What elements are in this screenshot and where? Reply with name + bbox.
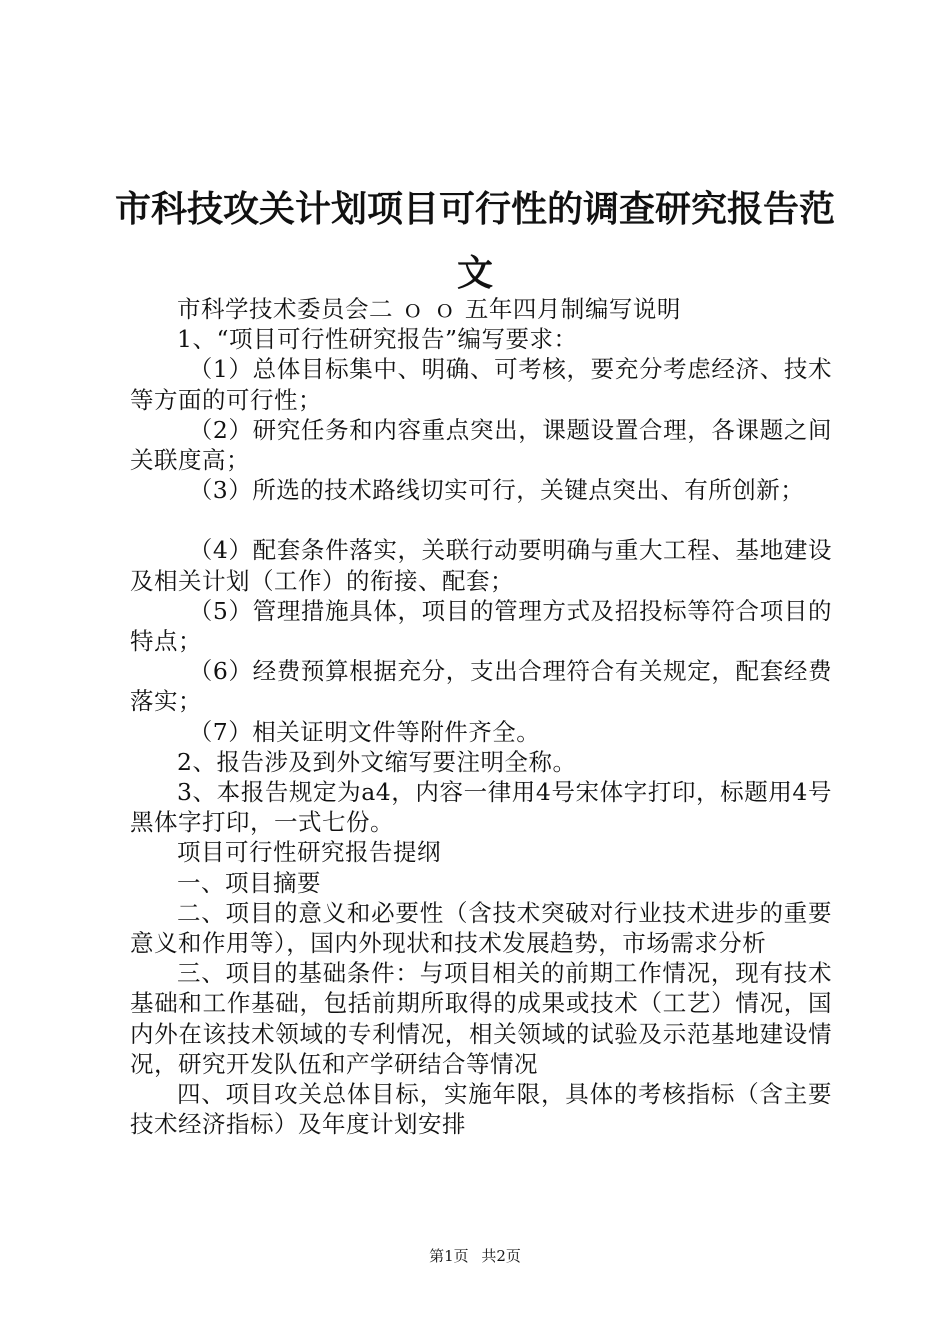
- paragraph-preamble: 市科学技术委员会二 ｏ ｏ 五年四月制编写说明: [177, 295, 681, 323]
- paragraph-outline-3: 三、项目的基础条件：与项目相关的前期工作情况，现有技术基础和工作基础，包括前期所取得的成果或技术（工艺）情况，国内外在该技术领域的专利情况，相关领域的试验及示范基地建设情况，研究开发队伍和产学研结合等情况: [130, 959, 832, 1078]
- document-title: 市科技攻关计划项目可行性的调查研究报告范文: [114, 189, 835, 294]
- paragraph-outline-2: 二、项目的意义和必要性（含技术突破对行业技术进步的重要意义和作用等），国内外现状和技术发展趋势，市场需求分析: [130, 898, 832, 958]
- paragraph-requirement-6: （6）经费预算根据充分，支出合理符合有关规定，配套经费落实；: [130, 657, 832, 716]
- paragraph-format: 3、本报告规定为a4，内容一律用4号宋体字打印，标题用4号黑体字打印，一式七份。: [130, 778, 832, 837]
- paragraph-requirement-1: （1）总体目标集中、明确、可考核，要充分考虑经济、技术等方面的可行性；: [130, 355, 832, 414]
- paragraph-requirement-7: （7）相关证明文件等附件齐全。: [188, 717, 541, 746]
- paragraph-requirements-heading: 1、“项目可行性研究报告”编写要求：: [177, 325, 578, 354]
- paragraph-requirement-2: （2）研究任务和内容重点突出，课题设置合理，各课题之间关联度高；: [130, 415, 832, 475]
- paragraph-requirement-5: （5）管理措施具体，项目的管理方式及招投标等符合项目的特点；: [130, 596, 832, 656]
- paragraph-abbreviations: 2、报告涉及到外文缩写要注明全称。: [177, 747, 577, 776]
- page-footer: [0, 1246, 950, 1266]
- paragraph-outline-1: 一、项目摘要: [177, 868, 321, 897]
- paragraph-requirement-4: （4）配套条件落实，关联行动要明确与重大工程、基地建设及相关计划（工作）的衔接、配套；: [130, 536, 832, 595]
- page-total: 共2页: [481, 1247, 521, 1265]
- paragraph-outline-heading: 项目可行性研究报告提纲: [177, 838, 441, 867]
- document-body: [130, 294, 832, 1139]
- paragraph-requirement-3: （3）所选的技术路线切实可行，关键点突出、有所创新；: [188, 476, 805, 505]
- paragraph-outline-4: 四、项目攻关总体目标，实施年限，具体的考核指标（含主要技术经济指标）及年度计划安排: [130, 1080, 832, 1139]
- page-number: 第1页: [429, 1247, 469, 1265]
